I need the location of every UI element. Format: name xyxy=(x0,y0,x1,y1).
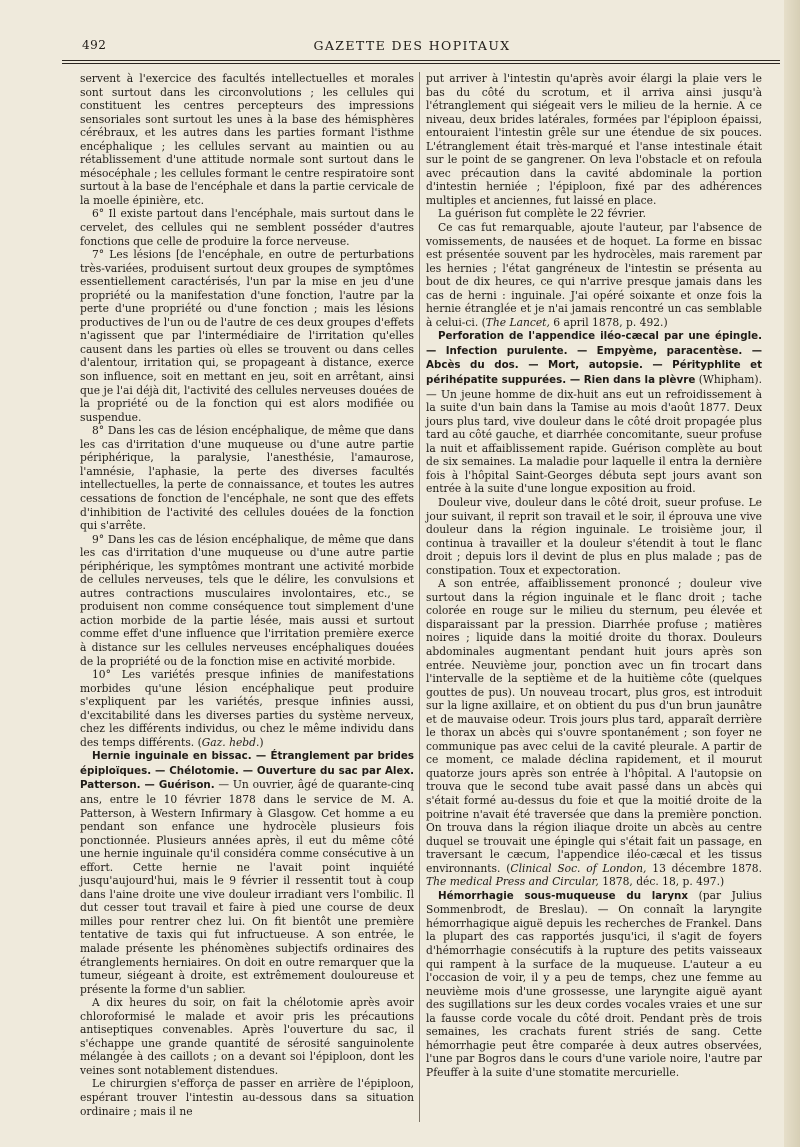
left-column xyxy=(80,72,414,1118)
paragraph: servent à l'exercice des facultés intellectuelles et morales sont surtout dans les circonvolutions ; les cellules qui constituent les centres percepteurs des impressions sensoriales sont surtout les unes à la base des hémisphères cérébraux, et les autres dans les parties formant l'isthme encéphalique ; les cellules servant au maintien ou au rétablissement d'une attitude normale sont surtout dans le mésocéphale ; les cellules formant le centre respiratoire sont surtout à la base de l'encéphale et dans la partie cervicale de la moelle épinière, etc. xyxy=(80,72,414,207)
paragraph: 6° Il existe partout dans l'encéphale, mais surtout dans le cervelet, des cellules qui ne semblent posséder d'autres fonctions que celle de produire la force nerveuse. xyxy=(80,207,414,248)
page-edge xyxy=(784,0,800,1147)
header-rule-bottom xyxy=(62,63,780,64)
paragraph-text: 6 april 1878, p. 492.) xyxy=(549,315,668,329)
paragraph: La guérison fut complète le 22 février. xyxy=(438,207,646,221)
paragraph-text: 10° Les variétés presque infinies de manifestations morbides qu'une lésion encéphalique peut produire s'expliquent par les variétés, presque infinies aussi, d'excitabilité dans les diverses parties du système nerveux, chez les différents individus, ou chez le même individu dans des temps différents. ( xyxy=(80,668,414,749)
source-citation: The medical Press and Circular, xyxy=(426,875,599,889)
section-paragraph xyxy=(426,889,762,1080)
paragraph-text: (Whipham). — Un jeune homme de dix-huit ans eut un refroidissement à la suite d'un bain dans la Tamise au mois d'août 1877. Deux jours plus tard, vive douleur dans le côté droit propagée plus tard au côté gauche, et diarrhée concomitante, sueur profuse la nuit et affaiblissement rapide. Guérison complète au bout de six semaines. La maladie pour laquelle il entra la dernière fois à l'hôpital Saint-Georges débuta sept jours avant son entrée à la suite d'une longue exposition au froid. xyxy=(426,373,763,496)
paragraph: A dix heures du soir, on fait la chélotomie après avoir chloroformisé le malade et avoir pris les précautions antiseptiques convenables. Après l'ouverture du sac, il s'échappe une grande quantité de sérosité sanguinolente mélangée à des caillots ; on a devant soi l'épiploon, dont les veines sont notablement distendues. xyxy=(80,996,414,1077)
section-title: Hernie inguinale en bissac. — Étranglement par brides épiploïques. — Chélotomie. — Ouverture du sac par Alex. Patterson. — Guérison. xyxy=(80,750,414,792)
journal-title: GAZETTE DES HOPITAUX xyxy=(313,38,511,53)
page-header xyxy=(62,34,762,56)
paragraph: Douleur vive, douleur dans le côté droit, sueur profuse. Le jour suivant, il reprit son travail et le soir, il éprouva une vive douleur dans la région inguinale. Le troisième jour, il continua à travailler et la douleur s'étendit à tout le flanc droit ; depuis lors il devint de plus en plus malade ; pas de constipation. Toux et expectoration. xyxy=(426,495,762,577)
paragraph-text: Ce cas fut remarquable, ajoute l'auteur, par l'absence de vomissements, de nausées et de hoquet. La forme en bissac est présentée souvent par les hydrocèles, mais rarement par les hernies ; l'état gangréneux de l'intestin se présenta au bout de dix heures, ce qui n'arrive presque jamais dans les cas de herni : inguinale. J'ai opéré soixante et onze fois la hernie étranglée et je n'ai jamais rencontré un cas semblable à celui-ci. ( xyxy=(426,221,762,329)
paragraph xyxy=(80,668,414,749)
source-citation: The Lancet, xyxy=(485,315,550,329)
paragraph xyxy=(426,221,762,329)
paragraph-text: 13 décembre 1878. xyxy=(646,861,762,875)
paragraph: Le chirurgien s'efforça de passer en arrière de l'épiploon, espérant trouver l'intestin au-dessous dans sa situation ordinaire ; mais il ne xyxy=(80,1077,414,1118)
paragraph-text: ) xyxy=(259,735,264,749)
header-rule-top xyxy=(62,60,780,61)
paragraph: 8° Dans les cas de lésion encéphalique, de même que dans les cas d'irritation d'une muqueuse ou d'une autre partie périphérique, la paralysie, l'anesthésie, l'amaurose, l'amnésie, l'aphasie, la perte des diverses facultés intellectuelles, la perte de connaissance, et toutes les autres cessations de fonction de l'encéphale, ne sont que des effets d'inhibition de l'activité des cellules douées de la fonction qui s'arrête. xyxy=(80,424,414,533)
section-title: Perforation de l'appendice iléo-cæcal par une épingle. — Infection purulente. — Empyème, paracentèse. — Abcès du dos. — Mort, autopsie. — Pérityphlite et périhépatite suppurées. — Rien dans la plèvre xyxy=(426,330,762,387)
right-column xyxy=(426,72,762,1079)
section-title: Hémorrhagie sous-muqueuse du larynx xyxy=(438,889,689,902)
paragraph xyxy=(426,577,762,889)
paragraph-text: (par Julius Sommenbrodt, de Breslau). — On connaît la laryngite hémorrhagique aiguë depuis les recherches de Frankel. Dans la plupart des cas rapportés jusqu'ici, il s'agit de foyers d'hémorrhagie consécutifs à la rupture des petits vaisseaux qui rampent à la surface de la muqueuse. L'auteur a eu l'occasion de voir, il y a peu de temps, chez une femme au neuvième mois d'une grossesse, une laryngite aiguë ayant des sugillations sur les deux cordes vocales vraies et une sur la fausse corde vocale du côté droit. Pendant près de trois semaines, les crachats furent striés de sang. Cette hémorrhagie peut être comparée à deux autres observées, l'une par Bogros dans le cours d'une variole noire, l'autre par Pfeuffer à la suite d'une stomatite mercurielle. xyxy=(426,888,762,1079)
paragraph-text: 1878, déc. 18, p. 497.) xyxy=(598,875,725,889)
paragraph-text: — Un ouvrier, âgé de quarante-cinq ans, entre le 10 février 1878 dans le service de M. A. Patterson, à Western Infirmary à Glasgow. Cet homme a eu pendant son enfance une hydrocèle plusieurs fois ponctionnée. Plusieurs années après, il eut du même côté une hernie inguinale qu'il considéra comme consécutive à un effort. Cette hernie ne l'avait point inquiété jusqu'aujourd'hui, mais le 9 février il ressentit tout à coup dans l'aine droite une vive douleur irradiant vers l'ombilic. Il dut cesser tout travail et faire à pied une course de deux milles pour rentrer chez lui. On fit bientôt une première tentative de taxis qui fut infructueuse. A son entrée, le malade présente les phénomènes subjectifs ordinaires des étranglements herniaires. On doit en outre remarquer que la tumeur, siégeant à droite, est extrêmement douloureuse et présente la forme d'un sablier. xyxy=(80,778,414,996)
source-citation: Clinical Soc. of London, xyxy=(510,861,647,875)
page-number: 492 xyxy=(82,38,107,52)
paragraph: 7° Les lésions [de l'encéphale, en outre de perturbations très-variées, produisent surtout deux groupes de symptômes essentiellement caractérisés, l'un par la mise en jeu d'une propriété ou la manifestation d'une fonction, l'autre par la perte d'une propriété ou d'une fonction ; mais les lésions productives de l'un ou de l'autre de ces deux groupes d'effets n'agissent que par l'intermédiaire de l'irritation qu'elles causent dans les parties où elles se trouvent ou dans celles d'alentour, irritation qui, se propageant à distance, exerce son influence, soit en mettant en jeu, soit en arrêtant, ainsi que je l'ai déjà dit, l'activité des cellules nerveuses douées de la propriété ou de la fonction qui est alors modifiée ou suspendue. xyxy=(80,248,414,424)
paragraph: 9° Dans les cas de lésion encéphalique, de même que dans les cas d'irritation d'une muqueuse ou d'une autre partie périphérique, les symptômes montrant une activité morbide de cellules nerveuses, tels que le délire, les convulsions et autres contractions musculaires involontaires, etc., se produisent non comme conséquence tout simplement d'une action morbide de la partie lésée, mais aussi et surtout comme effet d'une influence que l'irritation première exerce à distance sur les cellules nerveuses encéphaliques douées de la propriété ou de la fonction mise en activité morbide. xyxy=(80,532,414,668)
paragraph-text: A son entrée, affaiblissement prononcé ; douleur vive surtout dans la région inguinale et le flanc droit ; tache colorée en rouge sur le milieu du sternum, peu élevée et disparaissant par la pression. Diarrhée profuse ; matières noires ; liquide dans la moitié droite du thorax. Douleurs abdominales augmentant pendant huit jours après son entrée. Neuvième jour, ponction avec un fin trocart dans l'intervalle de la septième et de la huitième côte (quelques gouttes de pus). Un nouveau trocart, plus gros, est introduit sur la ligne axillaire, et on obtient du pus d'un brun jaunâtre et de mauvaise odeur. Trois jours plus tard, apparaît derrière le thorax un abcès qui s'ouvre spontanément ; son foyer ne communique pas avec celui de la cavité pleurale. A partir de ce moment, ce malade déclina rapidement, et il mourut quatorze jours après son entrée à l'hôpital. A l'autopsie on trouva que le second tube avait passé dans un abcès qui s'était formé au-dessus du foie et que la moitié droite de la poitrine n'avait été traversée que dans la première ponction. On trouva dans la région iliaque droite un abcès au centre duquel se trouvait une épingle qui s'était fait un passage, en traversant le cæcum, l'appendice iléo-cæcal et les tissus environnants. ( xyxy=(426,577,762,875)
section-paragraph xyxy=(426,329,762,496)
section-paragraph xyxy=(80,749,414,996)
paragraph: put arriver à l'intestin qu'après avoir élargi la plaie vers le bas du côté du scrotum, et il arriva ainsi jusqu'à l'étranglement qui siégeait vers le milieu de la hernie. A ce niveau, deux brides latérales, formées par l'épiploon épaissi, entouraient l'intestin grêle sur une étendue de six pouces. L'étranglement était très-marqué et l'anse intestinale était sur le point de se gangrener. On leva l'obstacle et on refoula avec précaution dans la cavité abdominale la portion d'intestin herniée ; l'épiploon, fixé par des adhérences multiples et anciennes, fut laissé en place. xyxy=(426,72,762,207)
source-citation: Gaz. hebd. xyxy=(201,735,260,749)
column-divider xyxy=(419,72,420,1122)
